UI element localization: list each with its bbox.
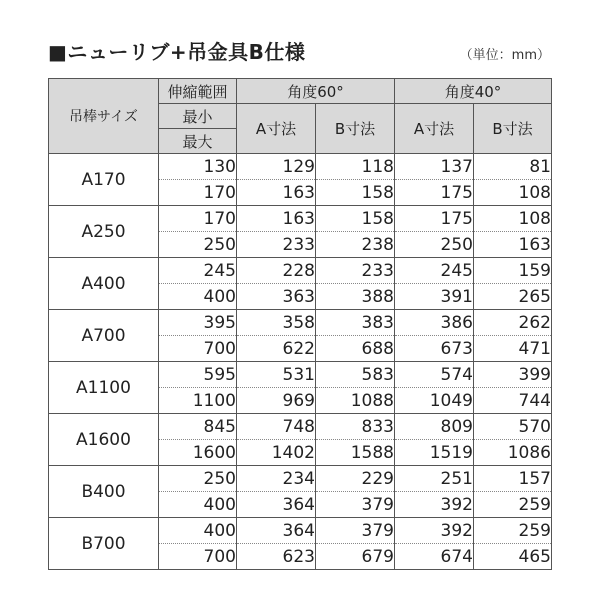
value-cell-a60-max: 163 (237, 180, 316, 206)
table-row (49, 518, 552, 544)
value-cell-a40-min: 251 (395, 466, 474, 492)
rod-size-cell: A1100 (49, 362, 159, 414)
value-cell-b40-max: 465 (474, 544, 552, 570)
value-cell-range-max: 700 (159, 544, 237, 570)
value-cell-a40-min: 809 (395, 414, 474, 440)
value-cell-b40-max: 265 (474, 284, 552, 310)
value-cell-range-min: 250 (159, 466, 237, 492)
value-cell-a40-max: 1049 (395, 388, 474, 414)
value-cell-b60-max: 158 (316, 180, 395, 206)
rod-size-cell: A700 (49, 310, 159, 362)
value-cell-b40-max: 163 (474, 232, 552, 258)
value-cell-range-max: 400 (159, 284, 237, 310)
value-cell-range-max: 1100 (159, 388, 237, 414)
value-cell-b40-min: 81 (474, 154, 552, 180)
value-cell-b60-min: 833 (316, 414, 395, 440)
table-row (49, 362, 552, 388)
value-cell-b40-min: 570 (474, 414, 552, 440)
value-cell-a40-min: 392 (395, 518, 474, 544)
value-cell-range-min: 845 (159, 414, 237, 440)
value-cell-a60-min: 228 (237, 258, 316, 284)
value-cell-a40-min: 386 (395, 310, 474, 336)
value-cell-a60-max: 969 (237, 388, 316, 414)
table-row (49, 466, 552, 492)
value-cell-a60-max: 1402 (237, 440, 316, 466)
value-cell-range-min: 130 (159, 154, 237, 180)
value-cell-b60-max: 679 (316, 544, 395, 570)
unit-label: （単位：mm） (459, 48, 550, 63)
value-cell-a40-max: 674 (395, 544, 474, 570)
header-b-dim-40: B寸法 (474, 104, 552, 154)
value-cell-b60-min: 233 (316, 258, 395, 284)
value-cell-range-max: 250 (159, 232, 237, 258)
value-cell-b60-min: 379 (316, 518, 395, 544)
rod-size-cell: B400 (49, 466, 159, 518)
rod-size-cell: A400 (49, 258, 159, 310)
value-cell-a60-min: 163 (237, 206, 316, 232)
value-cell-b40-min: 262 (474, 310, 552, 336)
page-title: ■ニューリブ+吊金具B仕様 (48, 40, 306, 64)
rod-size-cell: A170 (49, 154, 159, 206)
value-cell-b60-min: 229 (316, 466, 395, 492)
value-cell-b60-min: 383 (316, 310, 395, 336)
spec-table (48, 78, 552, 570)
header-min: 最小 (159, 104, 237, 129)
value-cell-b60-max: 1088 (316, 388, 395, 414)
value-cell-range-min: 595 (159, 362, 237, 388)
header-rod-size: 吊棒サイズ (49, 79, 159, 154)
value-cell-b60-max: 388 (316, 284, 395, 310)
table-row (49, 206, 552, 232)
value-cell-b60-min: 583 (316, 362, 395, 388)
value-cell-a60-min: 748 (237, 414, 316, 440)
table-row (49, 414, 552, 440)
value-cell-a40-min: 175 (395, 206, 474, 232)
value-cell-a60-max: 363 (237, 284, 316, 310)
header-range: 伸縮範囲 (159, 79, 237, 104)
value-cell-b40-max: 1086 (474, 440, 552, 466)
table-body (49, 154, 552, 570)
value-cell-a40-max: 250 (395, 232, 474, 258)
value-cell-a40-max: 391 (395, 284, 474, 310)
value-cell-range-max: 1600 (159, 440, 237, 466)
header-angle-60: 角度60° (237, 79, 395, 104)
value-cell-range-max: 170 (159, 180, 237, 206)
value-cell-b60-min: 158 (316, 206, 395, 232)
table-row (49, 310, 552, 336)
value-cell-b60-min: 118 (316, 154, 395, 180)
value-cell-range-min: 400 (159, 518, 237, 544)
value-cell-a40-min: 137 (395, 154, 474, 180)
value-cell-a60-max: 233 (237, 232, 316, 258)
rod-size-cell: A1600 (49, 414, 159, 466)
value-cell-b40-max: 108 (474, 180, 552, 206)
header-a-dim-60: A寸法 (237, 104, 316, 154)
table-row (49, 154, 552, 180)
value-cell-b40-min: 108 (474, 206, 552, 232)
value-cell-a60-min: 531 (237, 362, 316, 388)
value-cell-a60-max: 622 (237, 336, 316, 362)
header-a-dim-40: A寸法 (395, 104, 474, 154)
value-cell-b40-max: 259 (474, 492, 552, 518)
table-row (49, 258, 552, 284)
rod-size-cell: A250 (49, 206, 159, 258)
value-cell-b40-min: 259 (474, 518, 552, 544)
value-cell-b40-min: 159 (474, 258, 552, 284)
value-cell-a60-min: 234 (237, 466, 316, 492)
value-cell-range-min: 170 (159, 206, 237, 232)
value-cell-b40-min: 157 (474, 466, 552, 492)
value-cell-b60-max: 1588 (316, 440, 395, 466)
value-cell-a60-min: 364 (237, 518, 316, 544)
header-b-dim-60: B寸法 (316, 104, 395, 154)
value-cell-a60-max: 364 (237, 492, 316, 518)
value-cell-b40-max: 744 (474, 388, 552, 414)
value-cell-b60-max: 238 (316, 232, 395, 258)
value-cell-range-min: 245 (159, 258, 237, 284)
value-cell-b60-max: 688 (316, 336, 395, 362)
value-cell-range-min: 395 (159, 310, 237, 336)
value-cell-b40-max: 471 (474, 336, 552, 362)
value-cell-a40-max: 175 (395, 180, 474, 206)
value-cell-range-max: 400 (159, 492, 237, 518)
table-header (49, 79, 552, 154)
header-max: 最大 (159, 129, 237, 154)
value-cell-a40-max: 1519 (395, 440, 474, 466)
header-angle-40: 角度40° (395, 79, 552, 104)
rod-size-cell: B700 (49, 518, 159, 570)
value-cell-a60-min: 129 (237, 154, 316, 180)
value-cell-a40-min: 245 (395, 258, 474, 284)
value-cell-a40-max: 392 (395, 492, 474, 518)
value-cell-a60-min: 358 (237, 310, 316, 336)
value-cell-b40-min: 399 (474, 362, 552, 388)
value-cell-b60-max: 379 (316, 492, 395, 518)
value-cell-a60-max: 623 (237, 544, 316, 570)
value-cell-range-max: 700 (159, 336, 237, 362)
value-cell-a40-min: 574 (395, 362, 474, 388)
value-cell-a40-max: 673 (395, 336, 474, 362)
